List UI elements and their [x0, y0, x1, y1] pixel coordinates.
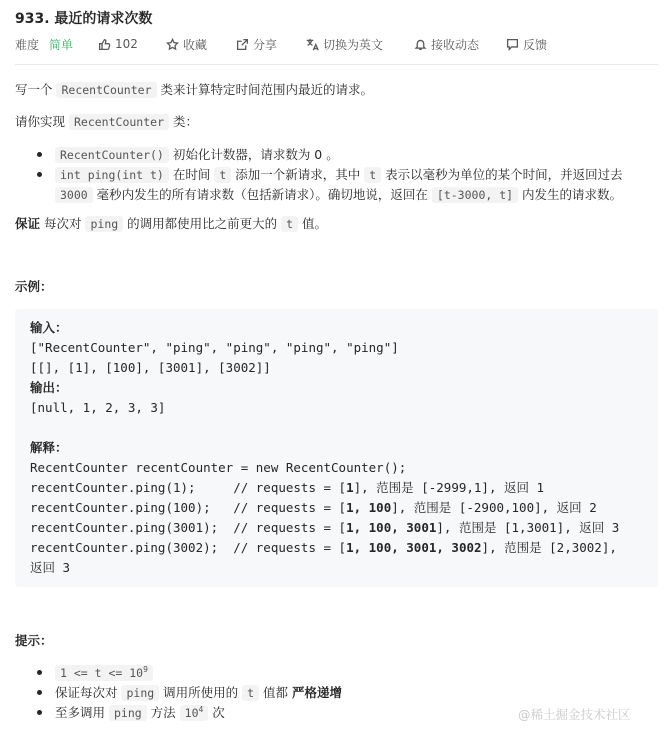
inline-code: RecentCounter: [56, 82, 156, 98]
code-text: 10: [184, 706, 199, 720]
desc-text: 方法: [146, 705, 180, 720]
bullet: [37, 670, 42, 675]
divider: [15, 64, 658, 65]
hints-list: [15, 663, 342, 723]
explain-line-4: [30, 518, 619, 538]
translate-icon: [306, 38, 319, 51]
superscript: 9: [143, 665, 148, 675]
comment-icon: [506, 38, 519, 51]
code-text: ], 范围是 [2,3002],: [481, 540, 617, 555]
desc-text: 每次对: [40, 216, 86, 231]
bullet: [37, 690, 42, 695]
inline-code: int ping(int t): [55, 167, 169, 183]
inline-code: 3000: [55, 187, 93, 203]
desc-list: [15, 145, 623, 205]
difficulty-badge: 简单: [49, 37, 74, 52]
favorite-label: 收藏: [183, 37, 208, 52]
bullet: [37, 152, 42, 157]
input-line-2: [[], [1], [100], [3001], [3002]]: [30, 360, 271, 375]
feedback-button[interactable]: [506, 34, 547, 54]
desc-text: 保证每次对: [55, 685, 122, 700]
explain-line-2: [30, 478, 544, 498]
bold-text: 1, 100: [346, 500, 392, 515]
bold-text: 1: [346, 480, 354, 495]
problem-title: 933. 最近的请求次数: [15, 11, 153, 27]
hints-heading: 提示：: [15, 633, 53, 648]
code-text: 1 <= t <= 10: [60, 666, 144, 680]
inline-code: t: [281, 216, 298, 232]
inline-code: [t-3000, t]: [432, 187, 518, 203]
list-item: [15, 703, 342, 723]
thumbs-up-icon: [98, 38, 111, 51]
list-item: [15, 663, 342, 683]
star-icon: [166, 38, 179, 51]
desc-paragraph-1: [15, 80, 373, 100]
like-button[interactable]: [98, 34, 138, 54]
subscribe-label: 接收动态: [431, 37, 480, 52]
share-icon: [236, 38, 249, 51]
desc-text: 添加一个新请求，其中: [231, 167, 365, 182]
desc-text: 值都: [259, 685, 293, 700]
inline-code: [180, 705, 209, 721]
inline-code: RecentCounter: [69, 114, 169, 130]
bullet: [37, 172, 42, 177]
desc-text: 在时间: [168, 167, 215, 182]
inline-code: RecentCounter(): [55, 147, 169, 163]
subscribe-button[interactable]: [414, 34, 479, 54]
desc-text: 毫秒内发生的所有请求数（包括新请求）。确切地说，返回在: [92, 187, 432, 202]
desc-text: 请你实现: [15, 114, 69, 129]
desc-guarantee: [15, 214, 327, 234]
list-item: [15, 145, 623, 165]
list-item: [15, 165, 623, 185]
desc-text: 初始化计数器，请求数为 0 。: [168, 147, 339, 162]
inline-code: t: [214, 167, 231, 183]
desc-text: 类：: [169, 114, 198, 129]
code-text: ], 范围是 [1,3001], 返回 3: [436, 520, 620, 535]
difficulty: [15, 34, 73, 54]
desc-text: 至多调用: [55, 705, 109, 720]
code-text: recentCounter.ping(3001); // requests = [: [30, 520, 347, 535]
share-label: 分享: [253, 37, 278, 52]
bold-text: 1, 100, 3001: [346, 520, 437, 535]
example-heading: 示例：: [15, 279, 53, 294]
output-line: [null, 1, 2, 3, 3]: [30, 400, 166, 415]
like-count: 102: [115, 37, 138, 51]
superscript: 4: [198, 705, 204, 715]
bold-text: 保证: [15, 216, 41, 231]
inline-code: ping: [85, 216, 123, 232]
desc-text: 调用所使用的: [159, 685, 243, 700]
inline-code: t: [242, 685, 259, 701]
explain-line-5: [30, 538, 617, 558]
inline-code: ping: [121, 685, 159, 701]
desc-text: 写一个: [15, 82, 57, 97]
desc-text: 值。: [298, 216, 328, 231]
code-text: recentCounter.ping(3002); // requests = [: [30, 540, 347, 555]
bold-text: 1, 100, 3001, 3002: [346, 540, 482, 555]
output-label: 输出：: [30, 380, 68, 395]
explain-line-3: [30, 498, 597, 518]
desc-text: 次: [208, 705, 225, 720]
inline-code: [55, 665, 153, 681]
share-button[interactable]: [236, 34, 277, 54]
inline-code: ping: [109, 705, 147, 721]
inline-code: t: [364, 167, 381, 183]
code-text: ], 范围是 [-2999,1], 返回 1: [353, 480, 545, 495]
explain-line-1: RecentCounter recentCounter = new RecentCounter();: [30, 460, 407, 475]
desc-text: 类来计算特定时间范围内最近的请求。: [156, 82, 373, 97]
input-line-1: ["RecentCounter", "ping", "ping", "ping", "ping"]: [30, 340, 399, 355]
desc-text: 表示以毫秒为单位的某个时间，并返回过去: [381, 167, 623, 182]
feedback-label: 反馈: [523, 37, 548, 52]
bell-icon: [414, 38, 427, 51]
desc-paragraph-2: [15, 112, 198, 132]
code-text: recentCounter.ping(1); // requests = [: [30, 480, 347, 495]
bold-text: 严格递增: [292, 685, 343, 700]
code-text: recentCounter.ping(100); // requests = [: [30, 500, 347, 515]
code-text: ], 范围是 [-2900,100], 返回 2: [391, 500, 597, 515]
desc-text: 内发生的请求数。: [518, 187, 623, 202]
translate-button[interactable]: [306, 34, 383, 54]
explain-label: 解释：: [30, 440, 68, 455]
desc-text: 的调用都使用比之前更大的: [123, 216, 282, 231]
bullet: [37, 710, 42, 715]
difficulty-label: 难度: [15, 37, 40, 52]
favorite-button[interactable]: [166, 34, 207, 54]
meta-toolbar: [15, 34, 658, 56]
list-item: [15, 185, 623, 205]
input-label: 输入：: [30, 320, 68, 335]
explain-line-6: 返回 3: [30, 560, 71, 575]
list-item: [15, 683, 342, 703]
watermark: @稀土掘金技术社区: [518, 707, 631, 722]
example-block: [15, 309, 658, 587]
translate-label: 切换为英文: [323, 37, 384, 52]
